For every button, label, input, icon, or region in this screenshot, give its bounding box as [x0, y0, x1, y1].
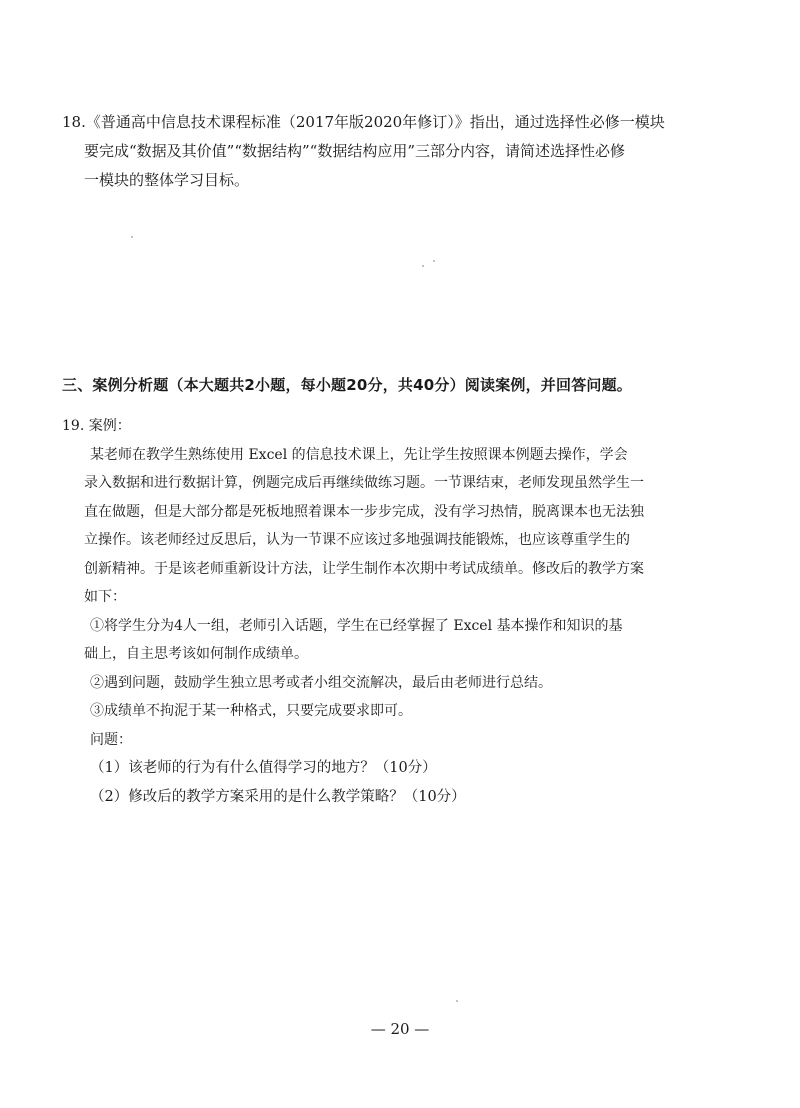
step-2: ②遇到问题，鼓励学生独立思考或者小组交流解决，最后由老师进行总结。: [90, 674, 552, 691]
case-line: 直在做题，但是大部分都是死板地照着课本一步步完成，没有学习热情，脱离课本也无法独: [84, 503, 644, 520]
question-18-line-1: 18.《普通高中信息技术课程标准（2017年版2020年修订）》指出，通过选择性必修一模块: [62, 113, 665, 131]
question-18-line-3: 一模块的整体学习目标。: [84, 171, 250, 189]
case-line: 录入数据和进行数据计算，例题完成后再继续做练习题。一节课结束，老师发现虽然学生一: [84, 475, 644, 491]
scan-speck: [433, 260, 435, 262]
case-line: 如下：: [84, 589, 126, 605]
question-18: [62, 108, 702, 195]
question-19: [62, 412, 672, 812]
page-number: — 20 —: [370, 1020, 430, 1038]
sub-question-1: （1）该老师的行为有什么值得学习的地方？（10分）: [90, 760, 437, 776]
scan-speck: [456, 1000, 458, 1002]
scan-speck: [422, 265, 424, 267]
case-line: 某老师在教学生熟练使用 Excel 的信息技术课上，先让学生按照课本例题去操作，学会: [90, 446, 628, 463]
questions-label: 问题：: [90, 731, 132, 748]
sub-question-2: （2）修改后的教学方案采用的是什么教学策略？（10分）: [90, 789, 466, 805]
question-19-head: 19. 案例：: [62, 418, 131, 434]
question-18-line-2: 要完成“数据及其价值”“数据结构”“数据结构应用”三部分内容，请简述选择性必修: [84, 142, 626, 160]
section-3-title: 三、案例分析题（本大题共2小题，每小题20分，共40分）阅读案例，并回答问题。: [62, 376, 632, 394]
scan-speck: [131, 236, 133, 238]
step-3: ③成绩单不拘泥于某一种格式，只要完成要求即可。: [90, 703, 412, 719]
case-line: 立操作。该老师经过反思后，认为一节课不应该过多地强调技能锻炼，也应该尊重学生的: [84, 532, 630, 548]
step-1-line-1: ①将学生分为4人一组，老师引入话题，学生在已经掌握了 Excel 基本操作和知识的基: [90, 617, 623, 634]
step-1-line-2: 础上，自主思考该如何制作成绩单。: [84, 646, 308, 662]
case-line: 创新精神。于是该老师重新设计方法，让学生制作本次期中考试成绩单。修改后的教学方案: [84, 560, 644, 577]
